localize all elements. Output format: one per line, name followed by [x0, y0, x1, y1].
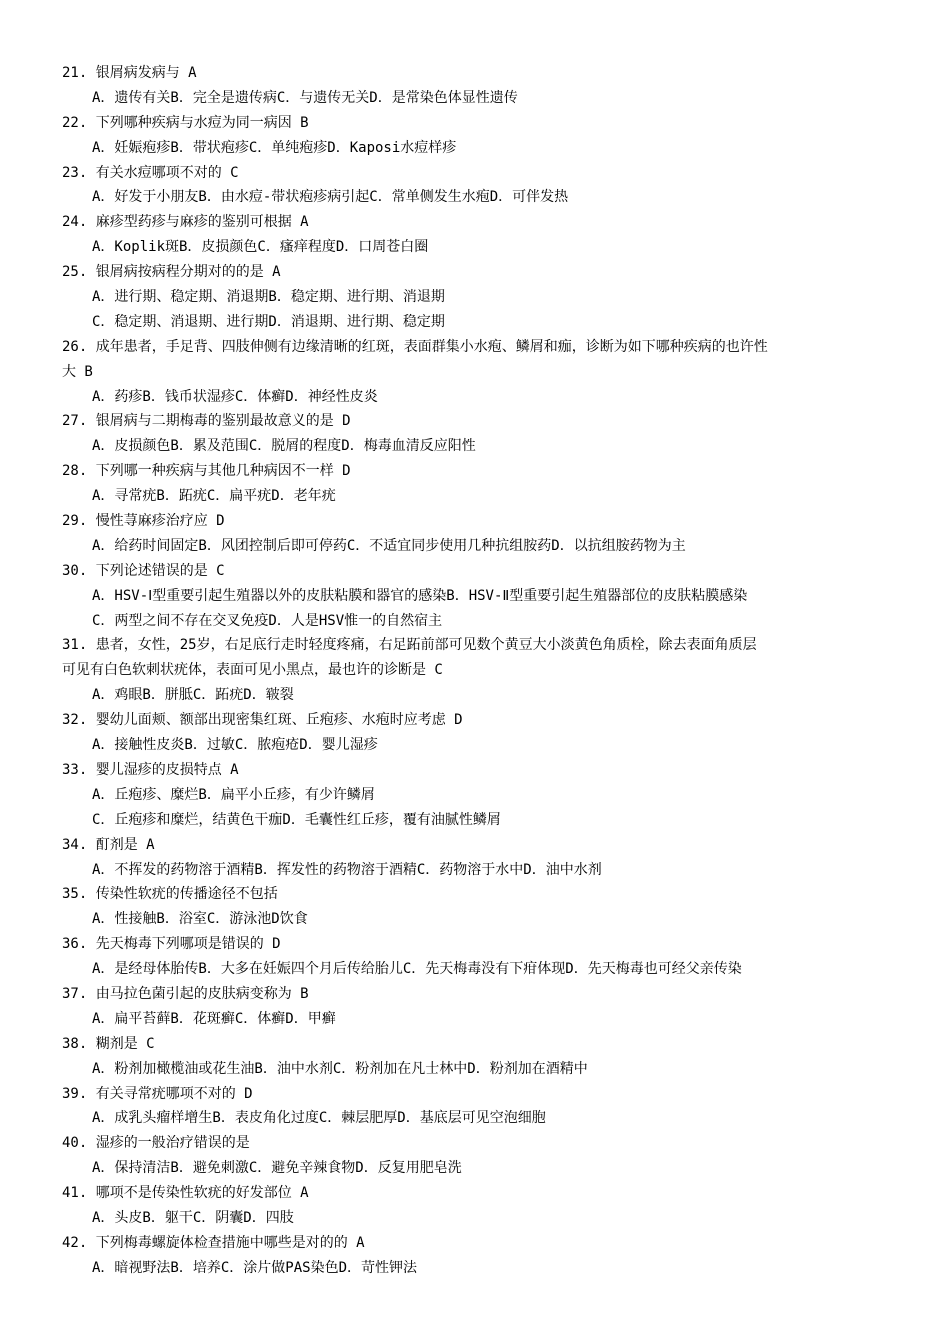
answer-options: A．遗传有关B．完全是遗传病C．与遗传无关D．是常染色体显性遗传 — [92, 89, 518, 106]
answer-options: A．药疹B．钱币状湿疹C．体癣D．神经性皮炎 — [92, 388, 378, 405]
answer-options: A．进行期、稳定期、消退期B．稳定期、进行期、消退期 — [92, 289, 445, 306]
answer-options: A．丘疱疹、糜烂B．扁平小丘疹，有少许鳞屑 — [92, 786, 375, 803]
answer-options: A．接触性皮炎B．过敏C．脓疱疮D．婴儿湿疹 — [92, 737, 378, 754]
question-stem: 34. 酊剂是 A — [62, 836, 155, 853]
exam-page — [62, 61, 902, 1281]
question-block — [62, 509, 902, 559]
answer-options: C．稳定期、消退期、进行期D．消退期、进行期、稳定期 — [92, 313, 445, 330]
answer-options: A．鸡眼B．胼胝C．跖疣D．皲裂 — [92, 687, 294, 704]
answer-options: A．扁平苔藓B．花斑癣C．体癣D．甲癣 — [92, 1010, 336, 1027]
answer-options: A．头皮B．躯干C．阴囊D．四肢 — [92, 1209, 294, 1226]
question-stem: 31. 患者，女性，25岁，右足底行走时轻度疼痛，右足跖前部可见数个黄豆大小淡黄色角质栓，除去表面角质层 — [62, 637, 757, 654]
answer-options: A．不挥发的药物溶于酒精B．挥发性的药物溶于酒精C．药物溶于水中D．油中水剂 — [92, 861, 602, 878]
question-stem: 21. 银屑病发病与 A — [62, 65, 197, 81]
question-stem: 大 B — [62, 363, 93, 380]
question-block — [62, 633, 902, 708]
answer-options: A．好发于小朋友B．由水痘-带状疱疹病引起C．常单侧发生水疱D．可伴发热 — [92, 189, 569, 206]
question-block — [62, 833, 902, 883]
answer-options: A．是经母体胎传B．大多在妊娠四个月后传给胎儿C．先天梅毒没有下疳体现D．先天梅毒也可经父亲传染 — [92, 961, 742, 978]
question-stem: 41. 哪项不是传染性软疣的好发部位 A — [62, 1185, 309, 1202]
question-stem: 可见有白色软刺状疣体，表面可见小黑点，最也许的诊断是 C — [62, 662, 443, 679]
question-block — [62, 61, 902, 111]
answer-options: A．Koplik斑B．皮损颜色C．瘙痒程度D．口周苍白圈 — [92, 239, 429, 256]
question-stem: 40. 湿疹的一般治疗错误的是 — [62, 1135, 250, 1152]
question-block — [62, 932, 902, 982]
question-block — [62, 708, 902, 758]
question-stem: 35. 传染性软疣的传播途径不包括 — [62, 886, 278, 903]
answer-options: A．寻常疣B．跖疣C．扁平疣D．老年疣 — [92, 488, 336, 505]
question-stem: 38. 糊剂是 C — [62, 1035, 155, 1052]
question-stem: 24. 麻疹型药疹与麻疹的鉴别可根据 A — [62, 214, 309, 231]
question-block — [62, 1231, 902, 1281]
question-stem: 32. 婴幼儿面颊、额部出现密集红斑、丘疱疹、水疱时应考虑 D — [62, 712, 463, 729]
question-stem: 28. 下列哪一种疾病与其他几种病因不一样 D — [62, 463, 351, 480]
question-stem: 36. 先天梅毒下列哪项是错误的 D — [62, 936, 281, 953]
answer-options: A．给药时间固定B．风团控制后即可停药C．不适宜同步使用几种抗组胺药D．以抗组胺药物为主 — [92, 537, 686, 554]
question-stem: 22. 下列哪种疾病与水痘为同一病因 B — [62, 114, 309, 131]
answer-options: A．HSV-Ⅰ型重要引起生殖器以外的皮肤粘膜和器官的感染B．HSV-Ⅱ型重要引起生殖器部位的皮肤粘膜感染 — [92, 587, 748, 604]
answer-options: A．成乳头瘤样增生B．表皮角化过度C．棘层肥厚D．基底层可见空泡细胞 — [92, 1110, 546, 1127]
answer-options: A．性接触B．浴室C．游泳池D饮食 — [92, 911, 308, 928]
question-block — [62, 1032, 902, 1082]
answer-options: A．粉剂加橄榄油或花生油B．油中水剂C．粉剂加在凡士林中D．粉剂加在酒精中 — [92, 1060, 588, 1077]
question-block — [62, 161, 902, 211]
question-block — [62, 1181, 902, 1231]
question-block — [62, 1082, 902, 1132]
question-stem: 29. 慢性荨麻疹治疗应 D — [62, 513, 225, 530]
answer-options: A．保持清洁B．避免刺激C．避免辛辣食物D．反复用肥皂洗 — [92, 1160, 462, 1177]
answer-options: A．妊娠疱疹B．带状疱疹C．单纯疱疹D．Kaposi水痘样疹 — [92, 139, 457, 156]
question-block — [62, 758, 902, 833]
question-stem: 25. 银屑病按病程分期对的的是 A — [62, 264, 281, 281]
question-block — [62, 210, 902, 260]
question-block — [62, 1131, 902, 1181]
question-stem: 26. 成年患者，手足背、四肢伸侧有边缘清晰的红斑，表面群集小水疱、鳞屑和痂，诊断为如下哪种疾病的也许性 — [62, 338, 768, 355]
answer-options: C．丘疱疹和糜烂，结黄色干痂D．毛囊性红丘疹，覆有油腻性鳞屑 — [92, 811, 501, 828]
question-block — [62, 260, 902, 335]
question-block — [62, 335, 902, 410]
question-block — [62, 882, 902, 932]
question-stem: 27. 银屑病与二期梅毒的鉴别最故意义的是 D — [62, 413, 351, 430]
question-block — [62, 459, 902, 509]
answer-options: A．皮损颜色B．累及范围C．脱屑的程度D．梅毒血清反应阳性 — [92, 438, 476, 455]
question-stem: 23. 有关水痘哪项不对的 C — [62, 164, 239, 181]
question-block — [62, 409, 902, 459]
answer-options: C．两型之间不存在交叉免疫D．人是HSV惟一的自然宿主 — [92, 612, 443, 629]
question-stem: 39. 有关寻常疣哪项不对的 D — [62, 1085, 253, 1102]
answer-options: A．暗视野法B．培养C．涂片做PAS染色D．苛性钾法 — [92, 1259, 417, 1276]
question-block — [62, 559, 902, 634]
question-block — [62, 111, 902, 161]
question-stem: 37. 由马拉色菌引起的皮肤病变称为 B — [62, 985, 309, 1002]
question-stem: 33. 婴儿湿疹的皮损特点 A — [62, 761, 239, 778]
question-stem: 42. 下列梅毒螺旋体检查措施中哪些是对的的 A — [62, 1234, 365, 1251]
question-block — [62, 982, 902, 1032]
question-stem: 30. 下列论述错误的是 C — [62, 562, 225, 579]
